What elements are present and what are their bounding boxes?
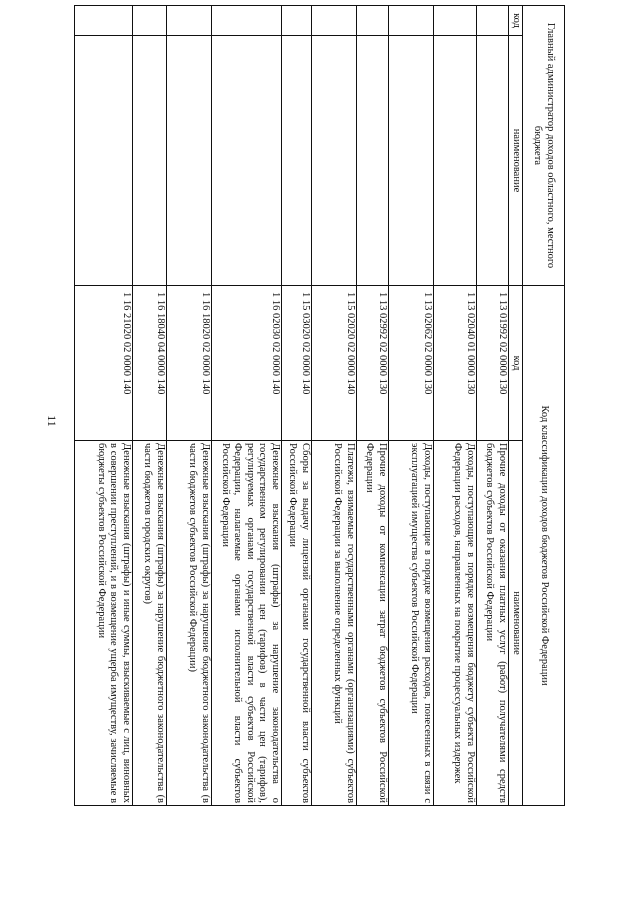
page-number: 11	[45, 415, 59, 427]
table-row	[434, 6, 477, 806]
table-row	[477, 6, 509, 806]
budget-name-cell: Денежные взыскания (штрафы) за нарушение законодательства о государственном регулировании цен (тарифов) в части цен (тарифов), регулируемых органами государственной власти субъектов Российской Федерации, налагаемые органами исполнительной власти субъектов Российской Федерации	[212, 441, 282, 806]
admin-group-header: Главный администратор доходов областного, местного бюджета	[523, 6, 565, 286]
table-row	[389, 6, 434, 806]
admin-name-cell	[75, 36, 133, 286]
budget-name-cell: Денежные взыскания (штрафы) за нарушение бюджетного законодательства (в части бюджетов субъектов Российской Федерации)	[167, 441, 212, 806]
admin-name-cell	[477, 36, 509, 286]
admin-name-cell	[434, 36, 477, 286]
admin-code-cell	[282, 6, 312, 36]
table-row	[133, 6, 167, 806]
admin-code-cell	[212, 6, 282, 36]
table-row	[167, 6, 212, 806]
budget-name-cell: Денежные взыскания (штрафы) за нарушение бюджетного законодательства (в части бюджетов городских округов)	[133, 441, 167, 806]
revenue-classification-table	[74, 5, 565, 806]
budget-name-cell: Платежи, взимаемые государственными органами (организациями) субъектов Российской Федерации за выполнение определенных функций	[312, 441, 357, 806]
budget-code-cell: 1 13 01992 02 0000 130	[477, 286, 509, 441]
admin-name-header: наименование	[509, 36, 523, 286]
budget-code-cell: 1 16 21020 02 0000 140	[75, 286, 133, 441]
admin-code-cell	[477, 6, 509, 36]
budget-name-cell: Денежные взыскания (штрафы) и иные суммы, взыскиваемые с лиц, виновных в совершении преступлений, и в возмещение ущерба имуществу, зачисляемые в бюджеты субъектов Российской Федерации	[75, 441, 133, 806]
classification-group-header: Код классификации доходов бюджетов Российской Федерации	[523, 286, 565, 806]
budget-name-cell: Доходы, поступающие в порядке возмещения бюджету субъекта Российской Федерации расходов, направленных на покрытие процессуальных издержек	[434, 441, 477, 806]
admin-name-cell	[357, 36, 389, 286]
admin-name-cell	[133, 36, 167, 286]
budget-code-cell: 1 13 02062 02 0000 130	[389, 286, 434, 441]
table-row	[75, 6, 133, 806]
table-row	[212, 6, 282, 806]
admin-code-cell	[75, 6, 133, 36]
budget-code-cell: 1 13 02040 01 0000 130	[434, 286, 477, 441]
budget-code-cell: 1 15 02020 02 0000 140	[312, 286, 357, 441]
budget-code-cell: 1 16 02030 02 0000 140	[212, 286, 282, 441]
budget-code-cell: 1 16 18020 02 0000 140	[167, 286, 212, 441]
admin-name-cell	[167, 36, 212, 286]
budget-name-cell: Сборы за выдачу лицензий органами государственной власти субъектов Российской Федерации	[282, 441, 312, 806]
admin-code-cell	[133, 6, 167, 36]
header-row-columns	[509, 6, 523, 806]
budget-code-header: код	[509, 286, 523, 441]
admin-code-cell	[389, 6, 434, 36]
admin-name-cell	[389, 36, 434, 286]
budget-name-cell: Доходы, поступающие в порядке возмещения расходов, понесенных в связи с эксплуатацией имущества субъектов Российской Федерации	[389, 441, 434, 806]
admin-code-cell	[357, 6, 389, 36]
admin-name-cell	[312, 36, 357, 286]
budget-name-cell: Прочие доходы от оказания платных услуг (работ) получателями средств бюджетов субъектов Российской Федерации	[477, 441, 509, 806]
table-row	[282, 6, 312, 806]
budget-code-cell: 1 13 02992 02 0000 130	[357, 286, 389, 441]
budget-code-cell: 1 16 18040 04 0000 140	[133, 286, 167, 441]
admin-name-cell	[212, 36, 282, 286]
admin-code-cell	[434, 6, 477, 36]
header-row-groups	[523, 6, 565, 806]
budget-name-cell: Прочие доходы от компенсации затрат бюджетов субъектов Российской Федерации	[357, 441, 389, 806]
table-row	[357, 6, 389, 806]
budget-name-header: наименование	[509, 441, 523, 806]
table-row	[312, 6, 357, 806]
admin-code-cell	[312, 6, 357, 36]
admin-code-cell	[167, 6, 212, 36]
admin-name-cell	[282, 36, 312, 286]
budget-code-cell: 1 15 03020 02 0000 140	[282, 286, 312, 441]
rotated-page	[25, 5, 565, 805]
admin-code-header: код	[509, 6, 523, 36]
